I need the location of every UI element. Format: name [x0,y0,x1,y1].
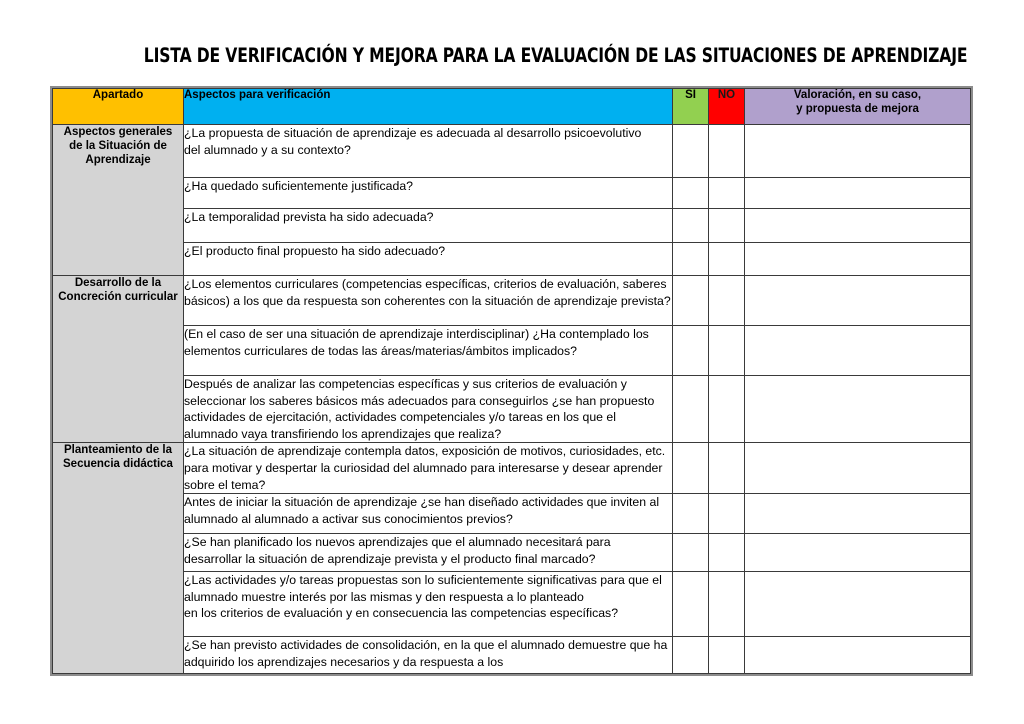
table-row [53,534,971,572]
question-line: ¿El producto final propuesto ha sido adecuado? [184,244,446,258]
si-checkbox-cell[interactable] [673,276,709,326]
valoracion-input-cell[interactable] [745,494,971,534]
table-row [53,637,971,674]
no-checkbox-cell[interactable] [709,494,745,534]
question-text [184,637,673,674]
question-line: ¿La temporalidad prevista ha sido adecuada? [184,210,434,224]
question-text [184,376,673,443]
si-checkbox-cell[interactable] [673,572,709,637]
valoracion-input-cell[interactable] [745,376,971,443]
question-line: del alumnado y a su contexto? [184,142,351,157]
column-header-valoracion-line2: y propuesta de mejora [796,102,919,115]
question-text [184,494,673,534]
column-header-si: SI [673,89,709,125]
question-text [184,209,673,243]
question-line: ¿Las actividades y/o tareas propuestas son lo suficientemente significativas para que el alumnado muestre interés por las mismas y den respuesta a lo planteado [184,573,662,604]
question-text [184,125,673,178]
column-header-valoracion-line1: Valoración, en su caso, [793,89,922,101]
si-checkbox-cell[interactable] [673,534,709,572]
section-label-line1: Aspectos generales [63,126,173,138]
checklist-table [52,88,971,674]
no-checkbox-cell[interactable] [709,276,745,326]
table-row [53,276,971,326]
column-header-apartado: Apartado [53,89,184,125]
column-header-no: NO [709,89,745,125]
section-label-line2: de la Situación de [69,140,167,152]
question-line: ¿Ha quedado suficientemente justificada? [184,179,413,193]
column-header-valoracion [745,89,971,125]
no-checkbox-cell[interactable] [709,243,745,276]
si-checkbox-cell[interactable] [673,376,709,443]
question-line: ¿Los elementos curriculares (competencias específicas, criterios de evaluación, saberes básicos) a los que da respuesta son coherentes con la situación de aprendizaje prevista? [184,277,671,308]
section-label-line1: Planteamiento de la [63,444,172,457]
valoracion-input-cell[interactable] [745,572,971,637]
question-line: Antes de iniciar la situación de aprendizaje ¿se han diseñado actividades que inviten al alumnado al alumnado a activar sus conocimientos previos? [184,495,660,526]
question-text [184,534,673,572]
section-label-line3: Aprendizaje [85,154,151,166]
valoracion-input-cell[interactable] [745,443,971,494]
table-row [53,376,971,443]
si-checkbox-cell[interactable] [673,326,709,376]
question-line: ¿Se han previsto actividades de consolidación, en la que el alumnado demuestre que ha adquirido los aprendizajes necesarios y da respuesta a los [184,638,668,669]
valoracion-input-cell[interactable] [745,178,971,209]
table-row [53,178,971,209]
si-checkbox-cell[interactable] [673,243,709,276]
column-header-aspectos: Aspectos para verificación [184,89,673,125]
valoracion-input-cell[interactable] [745,243,971,276]
table-row [53,125,971,178]
section-label-line2: Concreción curricular [58,291,178,303]
no-checkbox-cell[interactable] [709,209,745,243]
section-label-planteamiento-secuencia [53,443,184,674]
question-text [184,572,673,637]
no-checkbox-cell[interactable] [709,376,745,443]
question-text [184,178,673,209]
section-label-aspectos-generales [53,125,184,276]
valoracion-input-cell[interactable] [745,326,971,376]
question-line: ¿Se han planificado los nuevos aprendizajes que el alumnado necesitará para desarrollar la situación de aprendizaje prevista y el producto final marcado? [184,535,611,566]
table-row [53,209,971,243]
table-header-row [53,89,971,125]
question-line: en los criterios de evaluación y en consecuencia las competencias específicas? [184,606,619,621]
no-checkbox-cell[interactable] [709,178,745,209]
question-line: Después de analizar las competencias específicas y sus criterios de evaluación y seleccionar los saberes básicos más adecuados para conseguirlos ¿se han propuesto actividades de ejercitación, actividades competenciales y/o tareas en los que el alumnado vaya transfiriendo los aprendizajes que realiza? [184,377,655,441]
question-line: (En el caso de ser una situación de aprendizaje interdisciplinar) ¿Ha contemplado los elementos curriculares de todas las áreas/materias/ámbitos implicados? [184,327,649,358]
table-row [53,326,971,376]
table-row [53,572,971,637]
si-checkbox-cell[interactable] [673,209,709,243]
si-checkbox-cell[interactable] [673,125,709,178]
table-row [53,243,971,276]
valoracion-input-cell[interactable] [745,637,971,674]
section-label-line2: Secuencia didáctica [63,458,173,471]
question-line: ¿La propuesta de situación de aprendizaje es adecuada al desarrollo psicoevolutivo [184,126,642,140]
si-checkbox-cell[interactable] [673,443,709,494]
table-row [53,443,971,494]
valoracion-input-cell[interactable] [745,125,971,178]
si-checkbox-cell[interactable] [673,178,709,209]
no-checkbox-cell[interactable] [709,125,745,178]
section-label-desarrollo-concrecion [53,276,184,443]
question-text [184,276,673,326]
no-checkbox-cell[interactable] [709,637,745,674]
no-checkbox-cell[interactable] [709,572,745,637]
question-text [184,326,673,376]
no-checkbox-cell[interactable] [709,326,745,376]
si-checkbox-cell[interactable] [673,637,709,674]
si-checkbox-cell[interactable] [673,494,709,534]
question-line: ¿La situación de aprendizaje contempla datos, exposición de motivos, curiosidades, etc. para motivar y despertar la curiosidad del alumnado para interesarse y desear aprender sobre el tema? [184,444,666,492]
valoracion-input-cell[interactable] [745,534,971,572]
no-checkbox-cell[interactable] [709,534,745,572]
question-text [184,243,673,276]
page-title: LISTA DE VERIFICACIÓN Y MEJORA PARA LA EVALUACIÓN DE LAS SITUACIONES DE APRENDIZAJE [143,44,968,67]
no-checkbox-cell[interactable] [709,443,745,494]
question-text [184,443,673,494]
valoracion-input-cell[interactable] [745,276,971,326]
table-row [53,494,971,534]
section-label-line1: Desarrollo de la [74,277,162,289]
valoracion-input-cell[interactable] [745,209,971,243]
